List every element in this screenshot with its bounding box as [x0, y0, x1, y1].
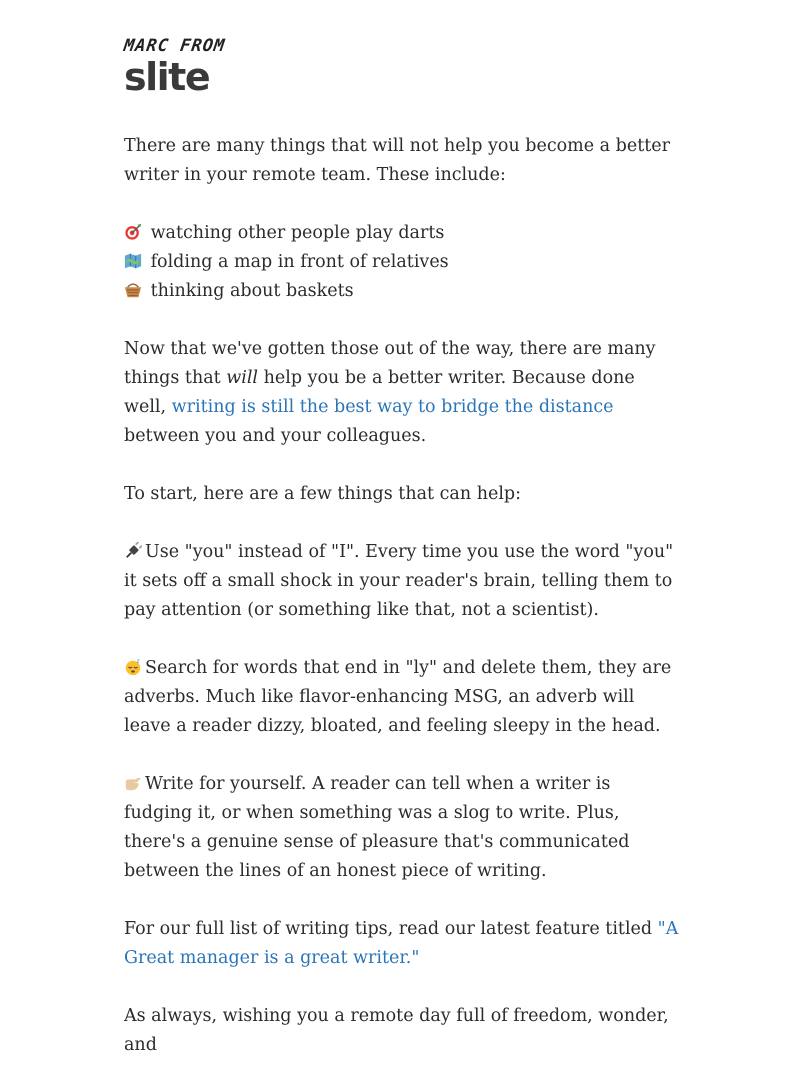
text-span: between you and your colleagues. [124, 426, 427, 446]
closing-paragraph: As always, wishing you a remote day full of freedom, wonder, and [124, 1006, 669, 1055]
list-item-text: watching other people play darts [145, 223, 445, 243]
bridge-distance-link[interactable]: writing is still the best way to bridge the distance [171, 397, 614, 417]
start-paragraph: To start, here are a few things that can help: [124, 484, 522, 504]
logo-brand-text: slite [124, 55, 210, 99]
hand-icon [124, 774, 142, 792]
text-span: For our full list of writing tips, read our latest feature titled [124, 919, 658, 939]
slite-logo[interactable] [124, 36, 244, 104]
tip-paragraph [124, 538, 680, 625]
map-icon [124, 252, 142, 270]
list-item [124, 281, 354, 301]
list-item-text: folding a map in front of relatives [145, 252, 449, 272]
full-list-paragraph [124, 915, 680, 973]
logo-script-text: MARC FROM [122, 36, 227, 56]
text-span: help you be a better writer. Because done well, [124, 368, 635, 417]
tip-text: Use "you" instead of "I". Every time you use the word "you" it sets off a small shock in your reader's brain, telling them to pay attention (or something like that, not a scientist). [124, 542, 674, 620]
text-span: Now that we've gotten those out of the way, there are many things that [124, 339, 656, 388]
intro-paragraph: There are many things that will not help you become a better writer in your remote team. These include: [124, 136, 671, 185]
list-item-text: thinking about baskets [145, 281, 354, 301]
plug-icon [124, 542, 142, 560]
tip-text: Search for words that end in "ly" and delete them, they are adverbs. Much like flavor-enhancing MSG, an adverb will leave a reader dizzy, bloated, and feeling sleepy in the head. [124, 658, 672, 736]
sleepy-face-icon [124, 658, 142, 676]
unhelpful-list [124, 219, 680, 306]
list-item [124, 252, 449, 272]
emphasis-text: will [226, 368, 259, 388]
great-manager-link[interactable]: "A Great manager is a great writer." [124, 919, 679, 968]
tip-paragraph [124, 654, 680, 741]
email-content [124, 132, 680, 1089]
tip-text: Write for yourself. A reader can tell when a writer is fudging it, or when something was a slog to write. Plus, there's a genuine sense of pleasure that's communicated between the lines of an honest piece of writing. [124, 774, 630, 881]
svg-text:z: z [136, 658, 140, 665]
dart-icon [124, 223, 142, 241]
tip-paragraph [124, 770, 680, 886]
list-item [124, 223, 444, 243]
basket-icon [124, 281, 142, 299]
transition-paragraph [124, 335, 680, 451]
